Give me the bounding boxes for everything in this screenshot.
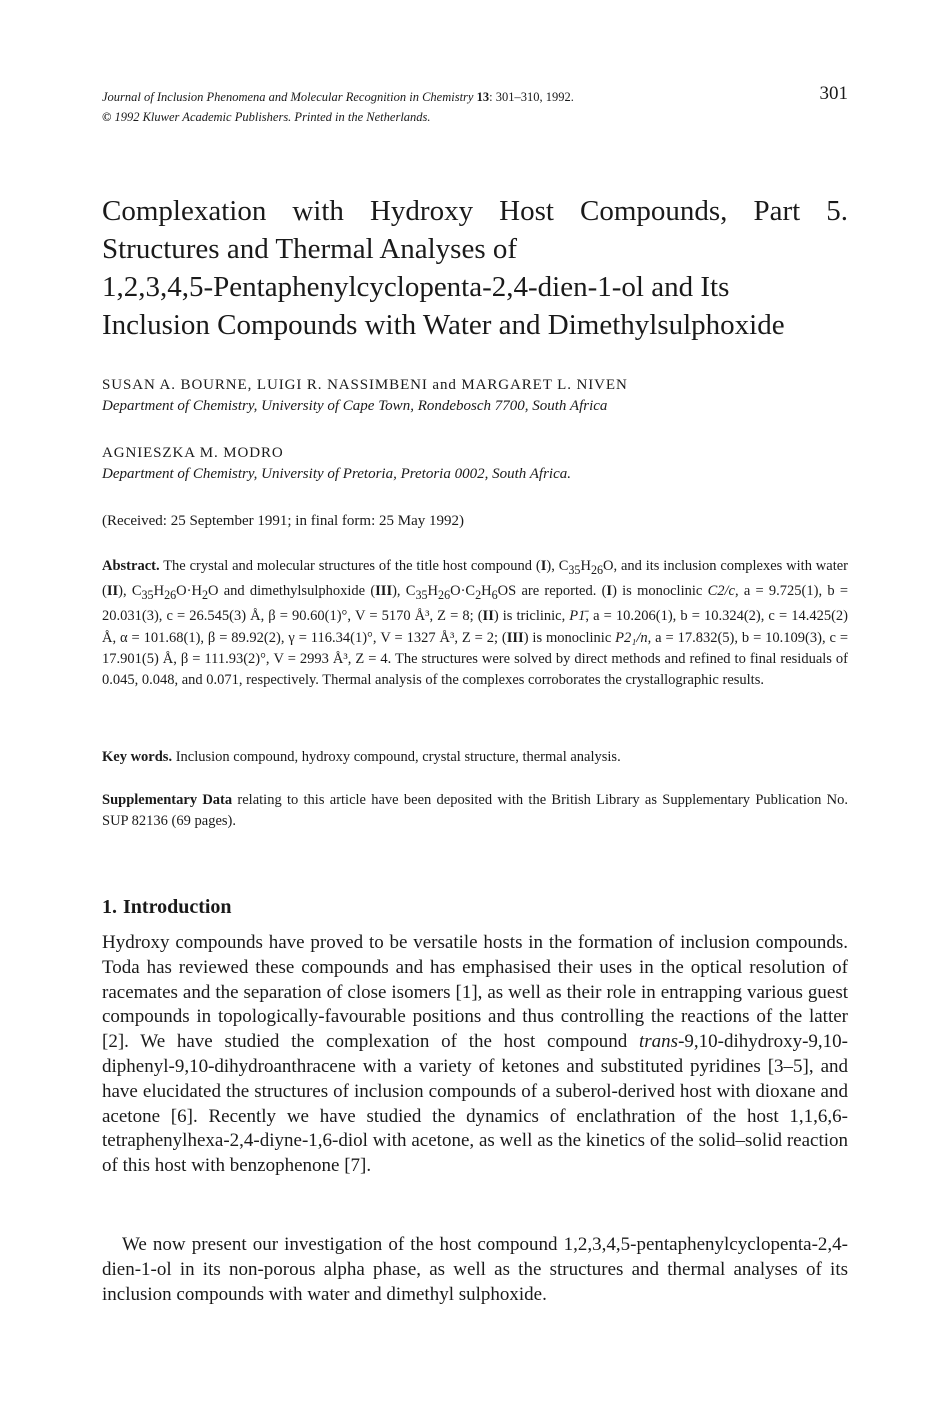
affiliation-2: Department of Chemistry, University of Pretoria, Pretoria 0002, South Africa. — [102, 466, 571, 482]
space-group: P2₁/n — [615, 629, 648, 646]
subscript: 26 — [590, 562, 604, 577]
abstract-text: The crystal and molecular structures of the title host compound ( — [163, 558, 541, 574]
subscript: 2 — [475, 588, 482, 603]
abstract-text: O, and its inclusion complexes with water ( — [102, 558, 849, 600]
keywords-text: Inclusion compound, hydroxy compound, crystal structure, thermal analysis. — [175, 749, 621, 765]
copyright-text: 1992 Kluwer Academic Publishers. Printed in the Netherlands. — [114, 110, 431, 124]
journal-volume: 13 — [476, 90, 490, 104]
paragraph-text: -9,10-dihydroxy-9,10-diphenyl-9,10-dihydroanthracene with a variety of ketones and substituted pyridines [3–5], and have elucidated the structures of inclusion compounds of a suberol-derived host with dioxane and acetone [6]. Recently we have studied the dynamics of enclathration of the host 1,1,6,6-tetraphenylhexa-2,4-diyne-1,6-diol with acetone, as well as the kinetics of the solid–solid reaction of this host with benzophenone [7]. — [102, 1031, 848, 1177]
intro-paragraph-2: We now present our investigation of the host compound 1,2,3,4,5-pentaphenylcyclopenta-2,4-dien-1-ol in its non-porous alpha phase, as well as the structures and thermal analyses of its inclusion compounds with water and dimethyl sulphoxide. — [102, 1234, 848, 1305]
abstract-text: ), C — [392, 583, 416, 600]
running-header — [102, 83, 848, 127]
compound-label: I — [540, 558, 547, 574]
journal-pages-year: : 301–310, 1992. — [489, 90, 574, 104]
paper-title — [102, 192, 848, 344]
abstract-text: ), C — [118, 583, 142, 600]
journal-name: Journal of Inclusion Phenomena and Molecular Recognition in Chemistry — [102, 90, 474, 104]
abstract-text: O·C — [450, 583, 476, 600]
compound-label: II — [482, 608, 494, 625]
supplementary-label: Supplementary Data — [102, 792, 233, 808]
page-number: 301 — [819, 83, 848, 104]
copyright-symbol: © — [102, 110, 112, 124]
author-names-2: AGNIESZKA M. MODRO — [102, 445, 284, 461]
subscript: 6 — [491, 588, 498, 603]
abstract-text: , a = 9.725(1), b = 20.031(3), c = 26.545(3) Å, β = 90.60(1)°, V = 5170 Å³, Z = 8; ( — [102, 583, 849, 625]
compound-label: III — [375, 583, 393, 600]
abstract-text: ), C — [546, 558, 569, 574]
affiliation-1: Department of Chemistry, University of Cape Town, Rondebosch 7700, South Africa — [102, 398, 608, 414]
italic-term: trans — [639, 1031, 679, 1053]
section-number: 1. — [102, 896, 117, 918]
journal-citation — [102, 87, 848, 107]
abstract-text: , a = 17.832(5), b = 10.109(3), c = 17.901(5) Å, β = 111.93(2)°, V = 2993 Å³, Z = 4. The structures were solved by direct methods and refined to final residuals of 0.045, 0.048, and 0.071, respectively. Thermal analysis of the complexes corroborates the crystallographic results. — [102, 629, 849, 689]
abstract-text: ) is monoclinic — [523, 629, 616, 646]
abstract-text: H — [153, 583, 165, 600]
author-block-1 — [102, 375, 848, 417]
abstract-text: H — [427, 583, 439, 600]
subscript: 2 — [201, 588, 208, 603]
abstract-text: ) is monoclinic — [612, 583, 708, 600]
abstract-text: O and dimethylsulphoxide ( — [207, 583, 376, 600]
abstract-text: H — [580, 558, 591, 574]
compound-label: III — [506, 629, 524, 646]
author-names-1: SUSAN A. BOURNE, LUIGI R. NASSIMBENI and MARGARET L. NIVEN — [102, 377, 628, 393]
copyright-line — [102, 107, 848, 127]
abstract-text: H — [481, 583, 492, 600]
subscript: 35 — [141, 588, 154, 603]
abstract-text: ) is triclinic, — [493, 608, 570, 625]
section-title: Introduction — [123, 896, 232, 918]
abstract — [102, 556, 848, 692]
compound-label: I — [606, 583, 613, 600]
abstract-label: Abstract. — [102, 558, 160, 574]
subscript: 35 — [415, 588, 428, 603]
abstract-text: , a = 10.206(1), b = 10.324(2), c = 14.425(2) Å, α = 101.68(1), β = 89.92(2), γ = 116.34(1)°, V = 1327 Å³, Z = 2; ( — [102, 608, 848, 646]
space-group: P1̄ — [569, 608, 586, 625]
keywords-label: Key words. — [102, 749, 173, 765]
title-line-2: Structures and Thermal Analyses of — [102, 233, 518, 265]
space-group: C2/c — [707, 583, 735, 600]
subscript: 26 — [438, 588, 451, 603]
abstract-text: O·H — [176, 583, 202, 600]
author-block-2 — [102, 443, 848, 485]
section-heading-introduction — [102, 893, 232, 921]
title-line-1: Complexation with Hydroxy Host Compounds, Part 5. — [102, 195, 848, 227]
subscript: 35 — [568, 562, 581, 577]
supplementary-text: relating to this article have been deposited with the British Library as Supplementary Publication No. SUP 82136 (69 pages). — [102, 792, 848, 830]
intro-paragraph-1 — [102, 931, 848, 1179]
supplementary-data — [102, 790, 848, 833]
paragraph-text: Hydroxy compounds have proved to be versatile hosts in the formation of inclusion compounds. Toda has reviewed these compounds and has emphasised their uses in the optical resolution of racemates and the separation of close isomers [1], as well as their role in entrapping various guest compounds in topologically-favourable positions and thus controlling the reactions of the latter [2]. We have studied the complexation of the host compound — [102, 932, 848, 1053]
received-dates: (Received: 25 September 1991; in final form: 25 May 1992) — [102, 513, 464, 529]
abstract-text: OS are reported. ( — [497, 583, 607, 600]
keywords — [102, 747, 848, 768]
title-line-4: Inclusion Compounds with Water and Dimethylsulphoxide — [102, 309, 785, 341]
title-line-3: 1,2,3,4,5-Pentaphenylcyclopenta-2,4-dien-1-ol and Its — [102, 271, 730, 303]
compound-label: II — [106, 583, 119, 600]
subscript: 26 — [164, 588, 177, 603]
